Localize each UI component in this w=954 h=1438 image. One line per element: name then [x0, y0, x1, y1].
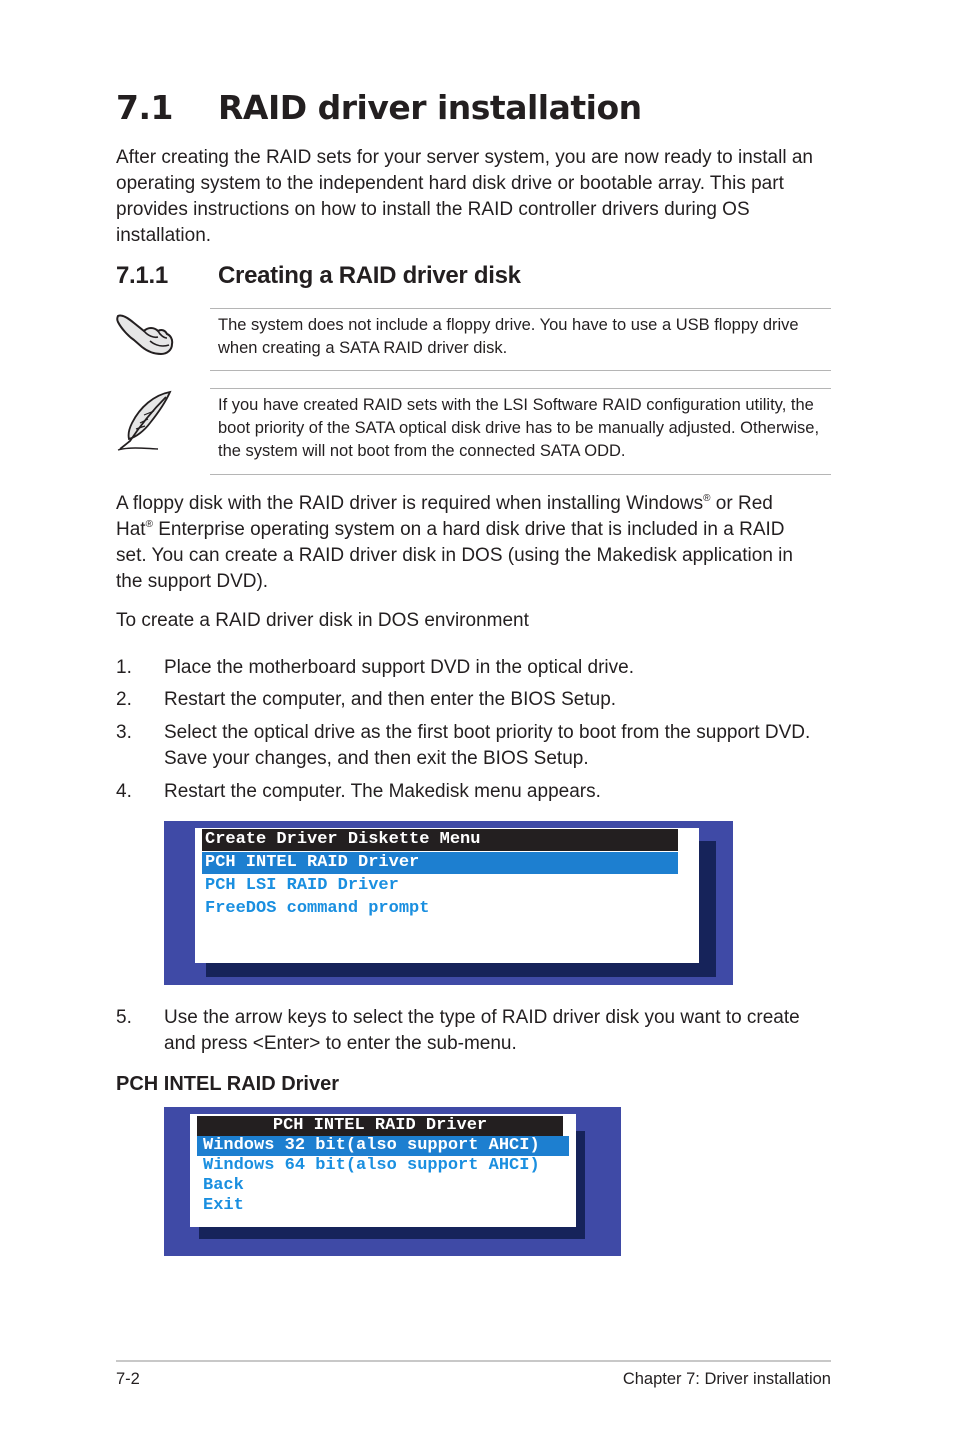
- menu-title: Create Driver Diskette Menu: [202, 829, 678, 851]
- note-divider: [210, 370, 831, 371]
- feather-quill-icon: [114, 389, 176, 458]
- page-number: 7-2: [116, 1370, 140, 1388]
- list-item: 4. Restart the computer. The Makedisk menu appears.: [116, 781, 601, 802]
- note-divider: [210, 308, 831, 309]
- section-title: Creating a RAID driver disk: [218, 262, 521, 289]
- dos-paragraph: To create a RAID driver disk in DOS environment: [116, 610, 529, 631]
- heading-number: 7.1: [116, 88, 173, 127]
- chapter-title: Chapter 7: Driver installation: [622, 1370, 831, 1388]
- note-divider: [210, 388, 831, 389]
- subheading: PCH INTEL RAID Driver: [116, 1073, 340, 1095]
- page-title: [116, 88, 642, 127]
- menu-panel: [190, 1114, 576, 1227]
- heading-title: RAID driver installation: [218, 88, 642, 127]
- list-item: 2. Restart the computer, and then enter the BIOS Setup.: [116, 689, 617, 710]
- footer-divider: [116, 1360, 831, 1362]
- makedisk-menu-screen: [164, 821, 733, 985]
- intro-paragraph: After creating the RAID sets for your server system, you are now ready to install an operating system to the independent hard disk drive or bootable array. This part provides instructions on how to install the RAID controller drivers during OS installation.: [116, 147, 813, 246]
- hand-pointer-icon: [114, 310, 176, 363]
- intel-raid-menu-screen: [164, 1107, 621, 1256]
- menu-item-windows-32[interactable]: Windows 32 bit(also support AHCI): [197, 1136, 569, 1156]
- list-item: 1. Place the motherboard support DVD in the optical drive.: [116, 657, 634, 678]
- menu-item-pch-intel-raid[interactable]: PCH INTEL RAID Driver: [202, 852, 678, 874]
- menu-item-back[interactable]: Back: [203, 1176, 244, 1195]
- list-item: 5. Use the arrow keys to select the type of RAID driver disk you want to create and press <Enter> to enter the sub-menu.: [116, 1007, 800, 1054]
- section-number: 7.1.1: [116, 262, 168, 289]
- menu-item-exit[interactable]: Exit: [203, 1196, 244, 1215]
- menu-title: PCH INTEL RAID Driver: [197, 1116, 563, 1136]
- menu-item-pch-lsi-raid[interactable]: PCH LSI RAID Driver: [205, 876, 399, 895]
- note-text: If you have created RAID sets with the LSI Software RAID configuration utility, the boot priority of the SATA optical disk drive has to be manually adjusted. Otherwise, the system will not boot from the connected SATA ODD.: [218, 396, 820, 460]
- menu-panel: [195, 828, 699, 963]
- list-item: 3. Select the optical drive as the first boot priority to boot from the support DVD. Save your changes, and then exit the BIOS Setup.: [116, 722, 811, 769]
- note-divider: [210, 474, 831, 475]
- floppy-paragraph: A floppy disk with the RAID driver is required when installing Windows® or Red Hat® Enterprise operating system on a hard disk drive that is included in a RAID set. You can create a RAID driver disk in DOS (using the Makedisk application in the support DVD).: [116, 493, 793, 592]
- section-heading: [116, 262, 521, 290]
- note-text: The system does not include a floppy drive. You have to use a USB floppy drive when creating a SATA RAID driver disk.: [218, 316, 799, 357]
- menu-item-windows-64[interactable]: Windows 64 bit(also support AHCI): [203, 1156, 540, 1175]
- menu-item-freedos[interactable]: FreeDOS command prompt: [205, 899, 430, 918]
